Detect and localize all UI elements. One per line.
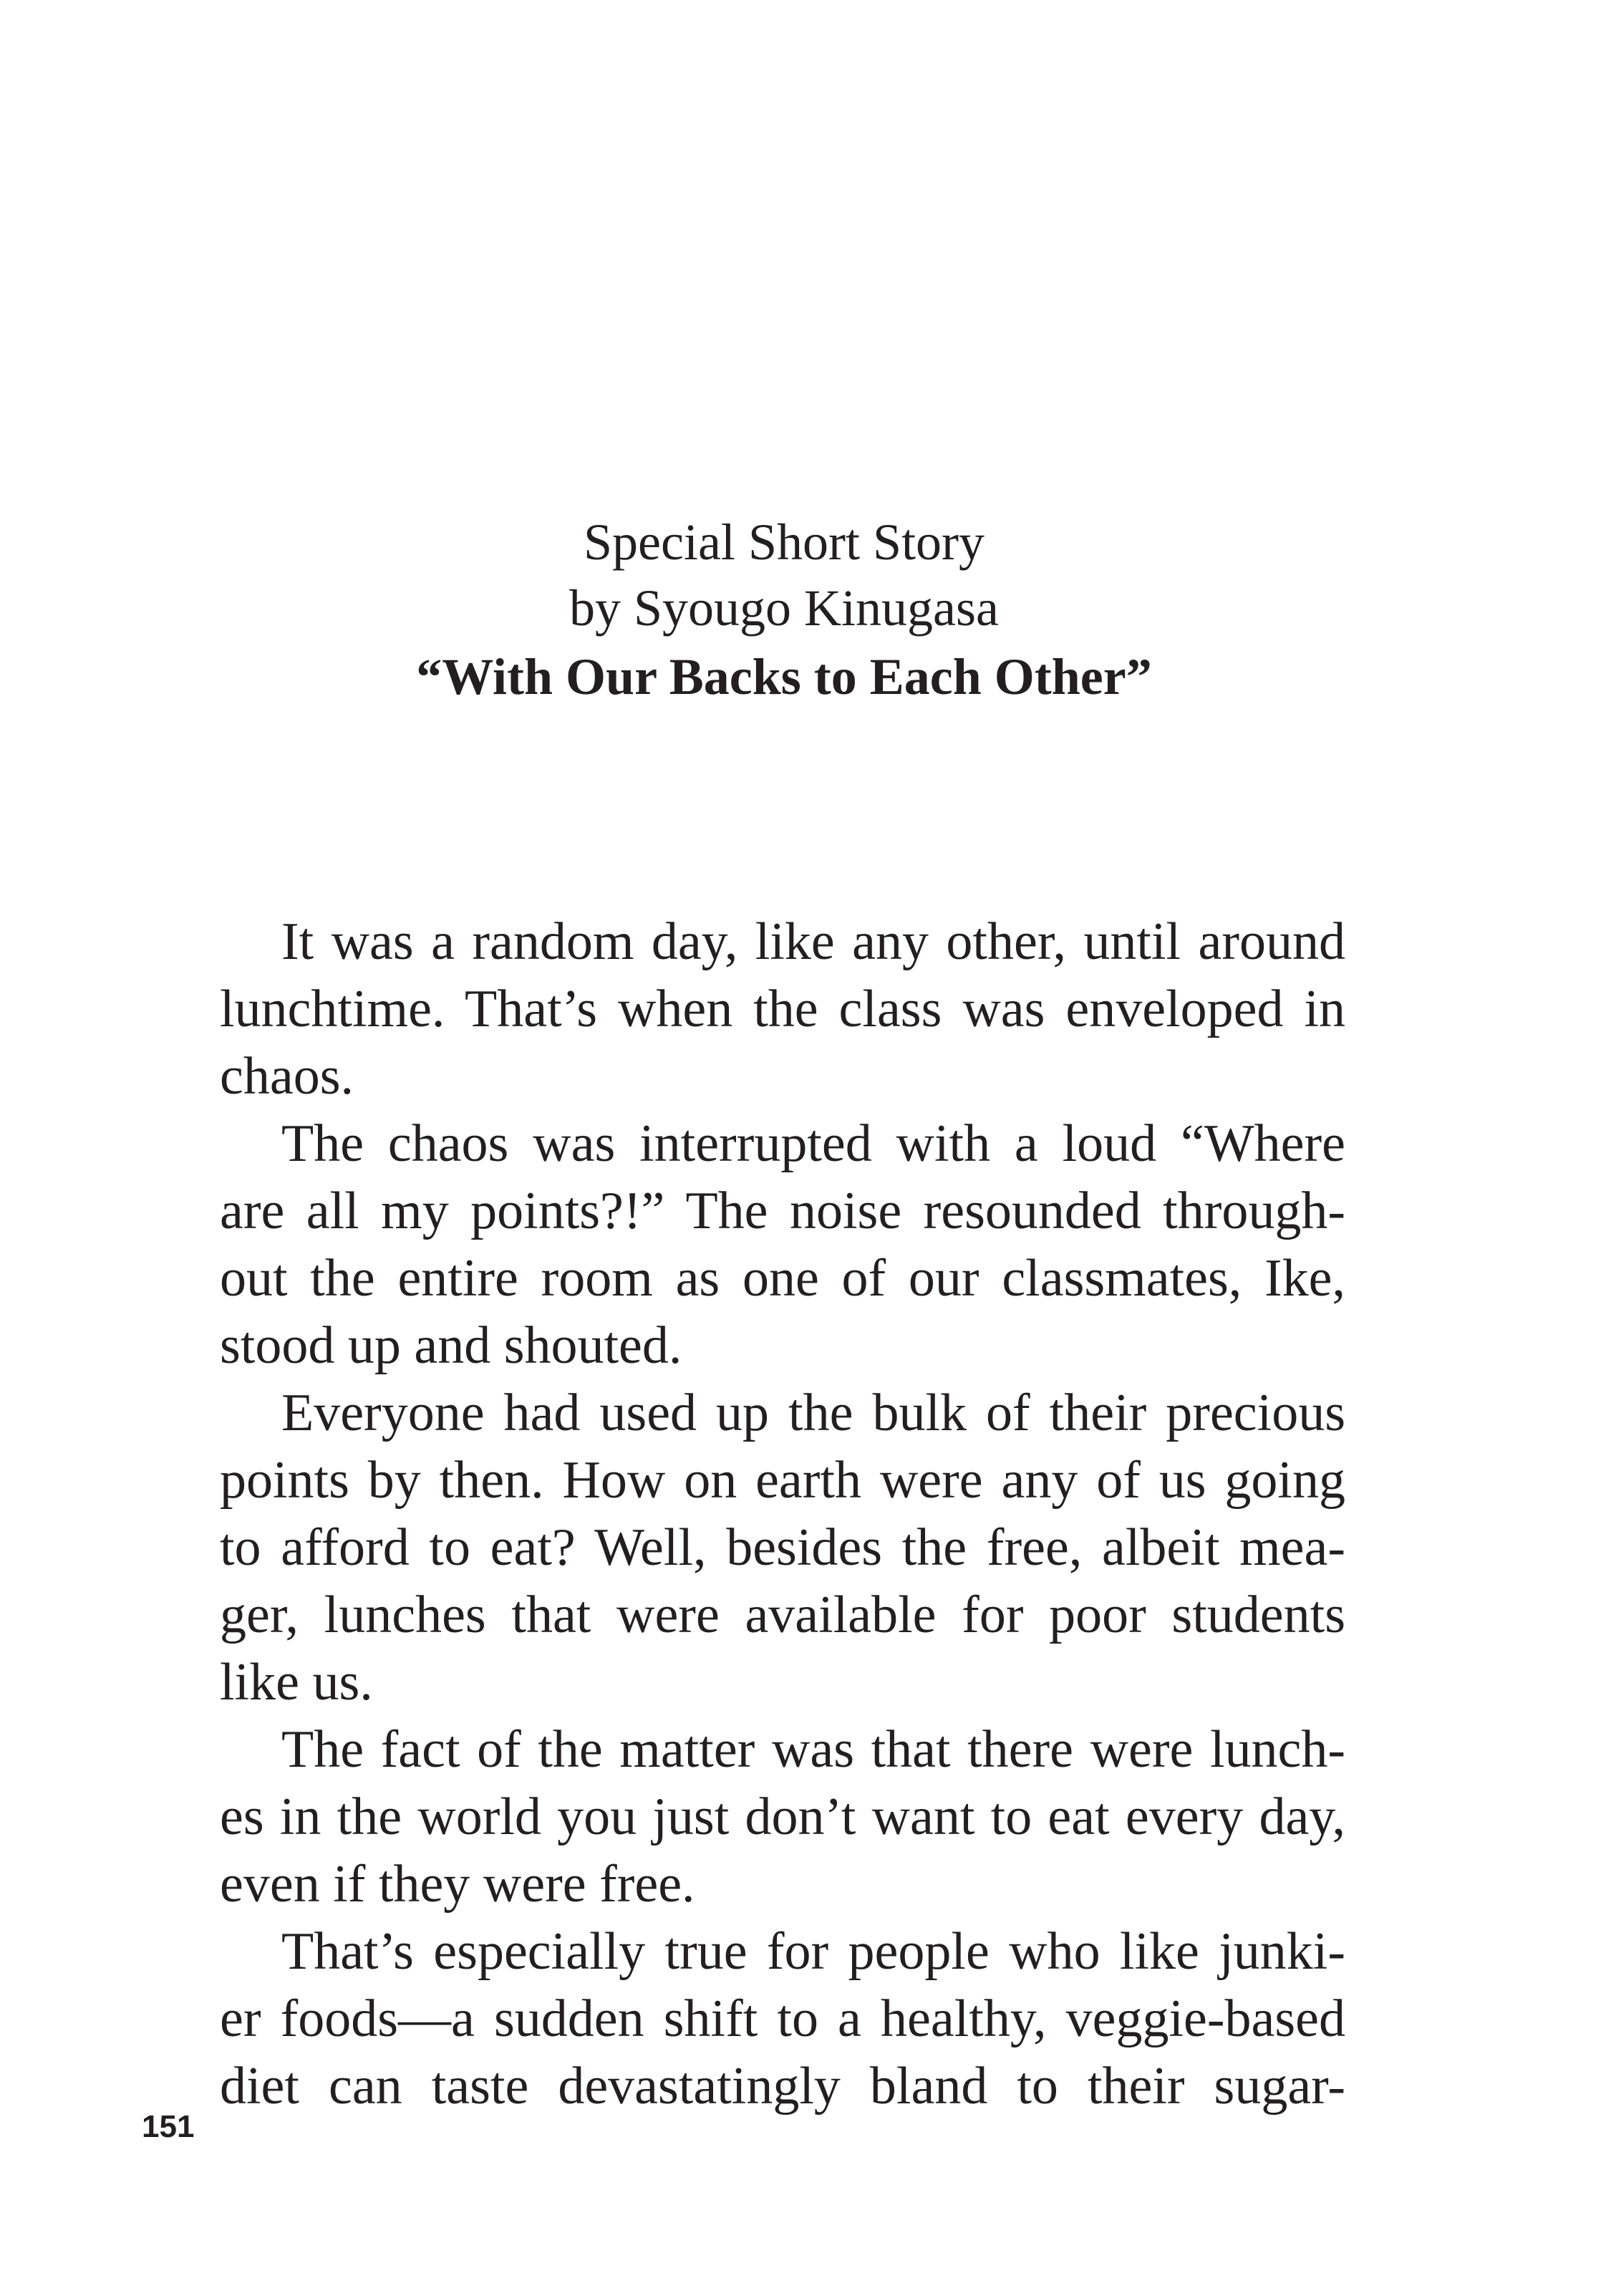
text-line: chaos. [220,1047,354,1106]
story-body [220,908,1345,2120]
text-line: The chaos was interrupted with a loud “Where [281,1114,1345,1173]
text-line: Everyone had used up the bulk of their precious [281,1384,1345,1442]
page-number: 151 [142,2109,195,2144]
text-line: er foods—a sudden shift to a healthy, veggie-based [220,1989,1345,2048]
text-line: to afford to eat? Well, besides the free, albeit mea- [220,1518,1345,1577]
text-line: The fact of the matter was that there were lunch- [281,1720,1345,1779]
author-byline: by Syougo Kinugasa [569,579,999,637]
text-line: It was a random day, like any other, until around [281,912,1345,971]
text-line: out the entire room as one of our classmates, Ike, [220,1249,1345,1308]
text-line: ger, lunches that were available for poor students [220,1586,1345,1644]
text-line: That’s especially true for people who like junki- [281,1922,1345,1981]
text-line: diet can taste devastatingly bland to their sugar- [220,2057,1345,2116]
text-line: lunchtime. That’s when the class was enveloped in [220,980,1345,1038]
text-line: like us. [220,1653,373,1712]
story-title: “With Our Backs to Each Other” [416,648,1152,705]
text-line: even if they were free. [220,1855,695,1914]
text-line: es in the world you just don’t want to eat every day, [220,1788,1345,1846]
text-line: are all my points?!” The noise resounded through- [220,1182,1345,1240]
text-line: points by then. How on earth were any of us going [220,1451,1345,1510]
story-label: Special Short Story [584,513,984,571]
text-line: stood up and shouted. [220,1316,682,1375]
